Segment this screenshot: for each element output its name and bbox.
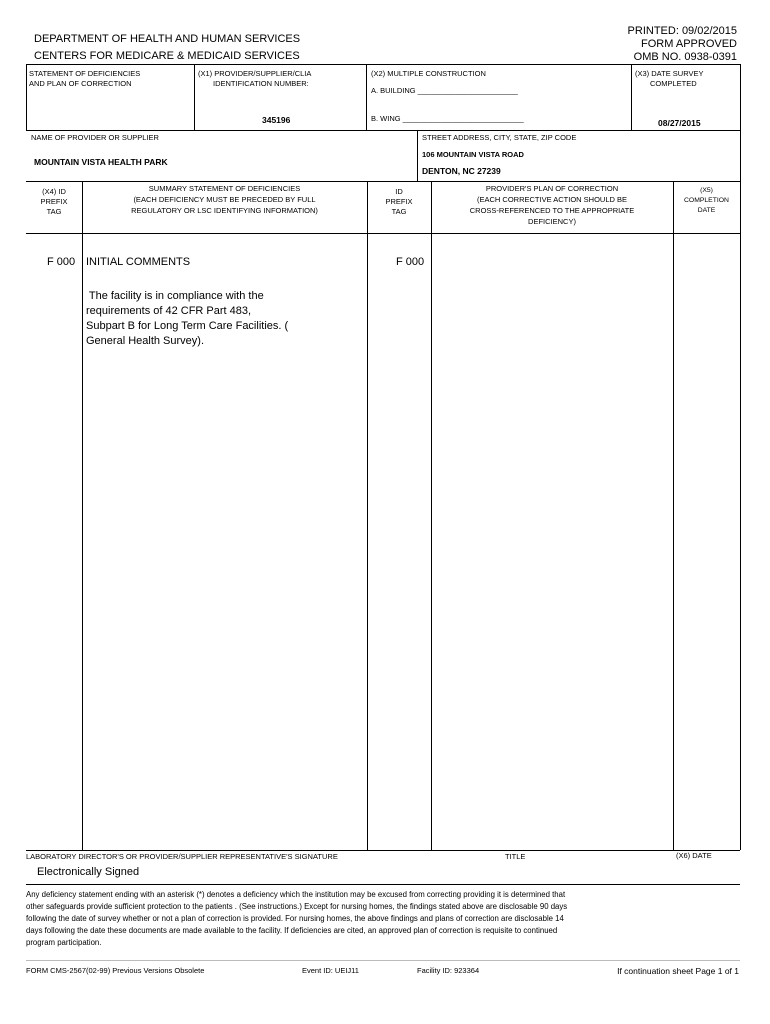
column-header-bottom-line bbox=[26, 233, 740, 234]
frame-left-line-top bbox=[26, 64, 27, 130]
continuation-page: If continuation sheet Page 1 of 1 bbox=[617, 966, 739, 976]
address-line-1: 106 MOUNTAIN VISTA ROAD bbox=[422, 150, 524, 159]
signature-bottom-line bbox=[26, 884, 740, 885]
printed-date: PRINTED: 09/02/2015 bbox=[627, 25, 737, 37]
entry-text-line-3: Subpart B for Long Term Care Facilities. ( bbox=[86, 320, 289, 332]
facility-id: Facility ID: 923364 bbox=[417, 966, 480, 975]
signature-label: LABORATORY DIRECTOR'S OR PROVIDER/SUPPLIER REPRESENTATIVE'S SIGNATURE bbox=[26, 852, 338, 861]
address-line-2: DENTON, NC 27239 bbox=[422, 166, 501, 176]
x5-label-1: (X5) bbox=[700, 187, 713, 194]
plan-label-3: CROSS-REFERENCED TO THE APPROPRIATE bbox=[469, 206, 635, 215]
summary-label-1: SUMMARY STATEMENT OF DEFICIENCIES bbox=[148, 184, 301, 193]
row2-bottom-line bbox=[26, 181, 740, 182]
provider-id-number: 345196 bbox=[262, 115, 291, 125]
footer-rule bbox=[26, 960, 740, 961]
summary-label-2: (EACH DEFICIENCY MUST BE PRECEDED BY FULL bbox=[133, 195, 316, 204]
agency-line-1: DEPARTMENT OF HEALTH AND HUMAN SERVICES bbox=[34, 33, 301, 45]
form-number: FORM CMS-2567(02-99) Previous Versions Obsolete bbox=[26, 966, 205, 975]
address-label: STREET ADDRESS, CITY, STATE, ZIP CODE bbox=[422, 133, 577, 142]
x2-wing: B. WING _____________________________ bbox=[371, 114, 524, 123]
entry-text-line-2: requirements of 42 CFR Part 483, bbox=[86, 305, 252, 317]
id-label-3: TAG bbox=[391, 207, 407, 216]
entry-text-line-1: The facility is in compliance with the bbox=[86, 290, 264, 302]
statement-label-2: AND PLAN OF CORRECTION bbox=[29, 79, 132, 88]
date-label: (X6) DATE bbox=[676, 851, 712, 860]
id-label-1: ID bbox=[395, 187, 403, 196]
entry-tag-right: F 000 bbox=[396, 256, 425, 268]
form-approved: FORM APPROVED bbox=[641, 38, 737, 50]
row1-divider-3 bbox=[631, 64, 632, 130]
disclaimer-line-2: other safeguards provide sufficient protection to the patients . (See instructions.) Except for nursing homes, the findings stated above are disclosable 90 days bbox=[26, 902, 568, 911]
x2-building: A. BUILDING ________________________ bbox=[371, 86, 518, 95]
summary-label-3: REGULATORY OR LSC IDENTIFYING INFORMATION) bbox=[131, 206, 318, 215]
signature-value: Electronically Signed bbox=[37, 866, 140, 878]
agency-line-2: CENTERS FOR MEDICARE & MEDICAID SERVICES bbox=[34, 50, 300, 62]
provider-name-label: NAME OF PROVIDER OR SUPPLIER bbox=[31, 133, 159, 142]
x1-label-2: IDENTIFICATION NUMBER: bbox=[213, 79, 309, 88]
x4-label-1: (X4) ID bbox=[42, 187, 66, 196]
survey-completed-date: 08/27/2015 bbox=[658, 118, 701, 128]
x5-label-3: DATE bbox=[697, 207, 716, 214]
x4-label-3: TAG bbox=[46, 207, 62, 216]
col-divider-1 bbox=[82, 181, 83, 850]
event-id: Event ID: UEIJ11 bbox=[302, 966, 359, 975]
row1-bottom-line bbox=[26, 130, 740, 131]
col-divider-2 bbox=[367, 181, 368, 850]
row2-divider bbox=[417, 130, 418, 181]
x2-label: (X2) MULTIPLE CONSTRUCTION bbox=[371, 69, 486, 78]
plan-label-1: PROVIDER'S PLAN OF CORRECTION bbox=[485, 184, 619, 193]
frame-top-line bbox=[26, 64, 740, 65]
row1-divider-1 bbox=[194, 64, 195, 130]
statement-label-1: STATEMENT OF DEFICIENCIES bbox=[29, 69, 141, 78]
entry-heading: INITIAL COMMENTS bbox=[86, 256, 191, 268]
plan-label-4: DEFICIENCY) bbox=[528, 217, 576, 226]
signature-top-line bbox=[26, 850, 740, 851]
x1-label-1: (X1) PROVIDER/SUPPLIER/CLIA bbox=[198, 69, 312, 78]
row1-divider-2 bbox=[366, 64, 367, 130]
x5-label-2: COMPLETION bbox=[684, 197, 729, 204]
x4-label-2: PREFIX bbox=[40, 197, 68, 206]
provider-name: MOUNTAIN VISTA HEALTH PARK bbox=[34, 157, 168, 167]
col-divider-3 bbox=[431, 181, 432, 850]
disclaimer-line-5: program participation. bbox=[26, 938, 102, 947]
disclaimer-line-3: following the date of survey whether or not a plan of correction is provided. For nursing homes, the above findings and plans of correction are disclosable 14 bbox=[26, 914, 564, 923]
col-divider-4 bbox=[673, 181, 674, 850]
omb-number: OMB NO. 0938-0391 bbox=[633, 51, 737, 63]
disclaimer-line-1: Any deficiency statement ending with an asterisk (*) denotes a deficiency which the institution may be excused from correcting providing it is determined that bbox=[26, 890, 566, 899]
entry-tag-left: F 000 bbox=[47, 256, 76, 268]
frame-right-line bbox=[740, 64, 741, 850]
title-label: TITLE bbox=[505, 852, 526, 861]
x3-label-1: (X3) DATE SURVEY bbox=[635, 69, 704, 78]
id-label-2: PREFIX bbox=[385, 197, 413, 206]
entry-text-line-4: General Health Survey). bbox=[86, 335, 204, 347]
disclaimer-line-4: days following the date these documents are made available to the facility. If deficiencies are cited, an approved plan of correction is requisite to continued bbox=[26, 926, 558, 935]
x3-label-2: COMPLETED bbox=[650, 79, 697, 88]
plan-label-2: (EACH CORRECTIVE ACTION SHOULD BE bbox=[476, 195, 628, 204]
